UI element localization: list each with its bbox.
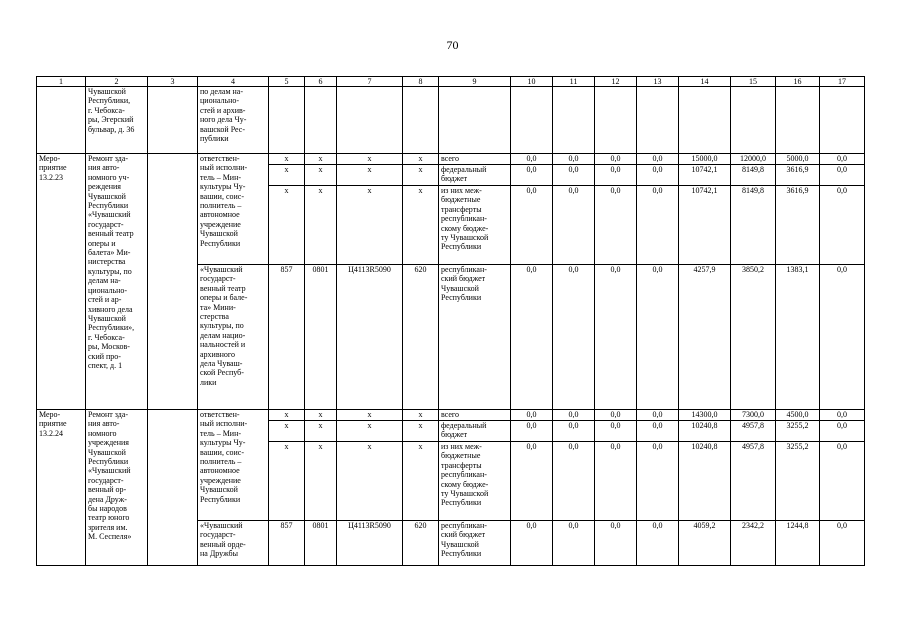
text-line: «Чувашский [200, 265, 243, 274]
text-line: театр юного [88, 513, 130, 523]
text-line: всего [441, 154, 460, 163]
text-line: Республики [441, 242, 482, 252]
text-line: Меро- [39, 154, 61, 163]
column-number-8: 8 [403, 77, 439, 87]
measure-empty-cell [148, 410, 198, 566]
text-line: бульвар, д. 36 [88, 124, 135, 134]
text-line: вашской Рес- [200, 124, 246, 134]
funding-source-cell [439, 521, 511, 566]
amount-cell: 4957,8 [731, 442, 776, 521]
section-code: x [305, 421, 337, 442]
amount-cell: 10240,8 [679, 442, 731, 521]
text-line: полнитель – [200, 201, 242, 211]
text-line: из них меж- [441, 442, 482, 451]
text-line: Республики», [88, 323, 135, 333]
measure-id-cell [37, 154, 86, 410]
amount-cell: 0,0 [553, 154, 595, 165]
amount-cell: 0,0 [553, 186, 595, 265]
text-line: трансферты [441, 204, 482, 214]
text-line: бюджетные [441, 195, 481, 205]
text-line: венный театр [88, 229, 134, 239]
amount-cell: 4257,9 [679, 265, 731, 410]
text-line: ния авто- [88, 163, 120, 173]
text-line: зрителя им. [88, 522, 128, 532]
text-line: циональнo- [88, 285, 128, 295]
text-line: ного дела Чу- [200, 115, 247, 125]
text-line: дела Чуваш- [200, 359, 243, 369]
amount-cell: 5000,0 [776, 154, 820, 165]
funding-source-cell [439, 186, 511, 265]
amount-cell: 0,0 [595, 265, 637, 410]
text-line: скому бюдже- [441, 223, 489, 233]
target-article-code: x [337, 410, 403, 421]
text-line: государст- [88, 219, 124, 229]
text-line: бы народов [88, 504, 127, 514]
text-line: автономное [200, 210, 240, 220]
amount-cell: 0,0 [553, 410, 595, 421]
target-article-code: x [337, 186, 403, 265]
section-code: x [305, 442, 337, 521]
text-line: «Чувашский [88, 466, 131, 476]
text-line: Ремонт зда- [88, 410, 129, 419]
text-line: ской Респуб- [200, 368, 244, 378]
amount-cell: 0,0 [553, 265, 595, 410]
column-number-1: 1 [37, 77, 86, 87]
section-code: x [305, 186, 337, 265]
text-line: автономное [200, 466, 240, 476]
column-number-12: 12 [595, 77, 637, 87]
executor-detail-cell [198, 265, 269, 410]
section-code: x [305, 410, 337, 421]
text-line: «Чувашский [88, 210, 131, 220]
text-line: приятие [39, 419, 67, 429]
amount-cell: 3616,9 [776, 165, 820, 186]
grbs-code: x [269, 442, 305, 521]
continuation-id-cell [37, 87, 86, 154]
text-line: государст- [200, 274, 236, 284]
text-line: стерства [200, 312, 229, 322]
target-article-code: x [337, 421, 403, 442]
amount-cell: 0,0 [595, 521, 637, 566]
amount-cell: 0,0 [511, 442, 553, 521]
amount-cell: 10742,1 [679, 165, 731, 186]
text-line: оперы и бале- [200, 293, 248, 303]
text-line: Меро- [39, 410, 61, 419]
funding-source-cell [439, 265, 511, 410]
amount-cell: 10240,8 [679, 421, 731, 442]
amount-cell: 8149,8 [731, 186, 776, 265]
text-line: реждения [88, 182, 121, 192]
text-line: ционально- [200, 96, 240, 106]
amount-cell: 0,0 [820, 421, 865, 442]
text-line: ответствен- [200, 410, 240, 419]
measure-name-cell [86, 410, 148, 566]
target-article-code: Ц4113R5090 [337, 521, 403, 566]
text-line: архивного [200, 349, 235, 359]
amount-cell: 0,0 [820, 410, 865, 421]
table-row [37, 154, 865, 165]
amount-cell: 4059,2 [679, 521, 731, 566]
continuation-row [37, 87, 865, 154]
column-number-10: 10 [511, 77, 553, 87]
text-line: ответствен- [200, 154, 240, 163]
text-line: ту Чувашской [441, 233, 489, 243]
text-line: государст- [88, 475, 124, 485]
text-line: стей и ар- [88, 295, 122, 305]
text-line: ский про- [88, 351, 121, 361]
text-line: стей и архив- [200, 105, 246, 115]
grbs-code: x [269, 165, 305, 186]
amount-cell: 3255,2 [776, 442, 820, 521]
expense-type-code: x [403, 165, 439, 186]
text-line: вашии, соис- [200, 191, 244, 201]
funding-source-cell [439, 154, 511, 165]
text-line: венный ор- [88, 485, 127, 495]
text-line: на Дружбы [200, 549, 238, 559]
text-line: делам нацио- [200, 330, 246, 340]
text-line: 13.2.24 [39, 428, 63, 438]
amount-cell: 0,0 [511, 154, 553, 165]
table-row [37, 410, 865, 421]
column-number-9: 9 [439, 77, 511, 87]
text-line: учреждение [200, 219, 241, 229]
measure-id-cell [37, 410, 86, 566]
text-line: федеральный [441, 421, 487, 430]
section-code: 0801 [305, 521, 337, 566]
amount-cell: 0,0 [637, 186, 679, 265]
text-line: ния авто- [88, 419, 120, 429]
executor-cell [198, 154, 269, 265]
amount-cell: 0,0 [595, 165, 637, 186]
section-code: 0801 [305, 265, 337, 410]
text-line: Республики [200, 494, 241, 504]
text-line: тель – Мин- [200, 172, 242, 182]
text-line: тель – Мин- [200, 428, 242, 438]
amount-cell: 0,0 [595, 421, 637, 442]
text-line: лики [200, 377, 217, 387]
text-line: ский бюджет [441, 274, 486, 284]
expense-type-code: 620 [403, 521, 439, 566]
amount-cell: 0,0 [595, 410, 637, 421]
amount-cell: 0,0 [637, 421, 679, 442]
grbs-code: x [269, 154, 305, 165]
measure-name-cell [86, 154, 148, 410]
text-line: г. Чебокса- [88, 105, 125, 115]
text-line: федеральный [441, 165, 487, 174]
amount-cell: 0,0 [637, 410, 679, 421]
text-line: всего [441, 410, 460, 419]
text-line: республикан- [441, 521, 487, 530]
amount-cell: 0,0 [820, 521, 865, 566]
text-line: Республики [88, 201, 129, 211]
amount-cell: 1244,8 [776, 521, 820, 566]
amount-cell: 1383,1 [776, 265, 820, 410]
text-line: по делам на- [200, 87, 244, 96]
text-line: ры, Эгерский [88, 115, 134, 125]
text-line: культуры Чу- [200, 182, 246, 192]
text-line: ский бюджет [441, 530, 486, 540]
text-line: культуры, по [200, 321, 244, 331]
text-line: г. Чебокса- [88, 332, 125, 342]
text-line: приятие [39, 163, 67, 173]
text-line: оперы и [88, 238, 116, 248]
amount-cell: 0,0 [511, 421, 553, 442]
text-line: М. Сеспеля» [88, 532, 132, 542]
column-number-row [37, 77, 865, 87]
text-line: республикан- [441, 470, 487, 480]
amount-cell: 0,0 [637, 154, 679, 165]
text-line: номного уч- [88, 172, 130, 182]
text-line: Чувашской [200, 485, 238, 495]
amount-cell: 4500,0 [776, 410, 820, 421]
expense-type-code: x [403, 154, 439, 165]
text-line: ры, Москов- [88, 342, 130, 352]
grbs-code: 857 [269, 521, 305, 566]
target-article-code: x [337, 442, 403, 521]
amount-cell: 14300,0 [679, 410, 731, 421]
text-line: ный исполни- [200, 163, 248, 173]
text-line: бюджет [441, 174, 468, 184]
text-line: та» Мини- [200, 302, 236, 312]
column-number-16: 16 [776, 77, 820, 87]
text-line: учреждения [88, 438, 129, 448]
text-line: спект, д. 1 [88, 360, 123, 370]
text-line: культуры, по [88, 266, 132, 276]
column-number-4: 4 [198, 77, 269, 87]
column-number-14: 14 [679, 77, 731, 87]
text-line: дена Друж- [88, 494, 127, 504]
amount-cell: 0,0 [511, 410, 553, 421]
grbs-code: x [269, 410, 305, 421]
text-line: Чувашской [88, 313, 126, 323]
amount-cell: 3616,9 [776, 186, 820, 265]
text-line: 13.2.23 [39, 172, 63, 182]
text-line: полнитель – [200, 457, 242, 467]
text-line: из них меж- [441, 186, 482, 195]
text-line: государст- [200, 530, 236, 540]
expense-type-code: x [403, 421, 439, 442]
text-line: трансферты [441, 460, 482, 470]
continuation-empty-cell [148, 87, 198, 154]
text-line: бюджет [441, 430, 468, 440]
amount-cell: 0,0 [553, 421, 595, 442]
amount-cell: 0,0 [637, 442, 679, 521]
column-number-17: 17 [820, 77, 865, 87]
text-line: Республики [200, 238, 241, 248]
column-number-5: 5 [269, 77, 305, 87]
text-line: венный театр [200, 283, 246, 293]
amount-cell: 10742,1 [679, 186, 731, 265]
target-article-code: x [337, 165, 403, 186]
column-number-3: 3 [148, 77, 198, 87]
text-line: учреждение [200, 475, 241, 485]
grbs-code: 857 [269, 265, 305, 410]
text-line: Чувашской [88, 87, 126, 96]
text-line: венный орде- [200, 539, 246, 549]
text-line: нальностей и [200, 340, 246, 350]
amount-cell: 0,0 [595, 186, 637, 265]
amount-cell: 0,0 [637, 165, 679, 186]
amount-cell: 3255,2 [776, 421, 820, 442]
text-line: публики [200, 134, 229, 144]
text-line: республикан- [441, 214, 487, 224]
text-line: ту Чувашской [441, 489, 489, 499]
amount-cell: 7300,0 [731, 410, 776, 421]
amount-cell: 0,0 [553, 165, 595, 186]
target-article-code: x [337, 154, 403, 165]
column-number-11: 11 [553, 77, 595, 87]
amount-cell: 2342,2 [731, 521, 776, 566]
text-line: Республики [441, 498, 482, 508]
expense-type-code: x [403, 442, 439, 521]
amount-cell: 8149,8 [731, 165, 776, 186]
text-line: Республики [441, 549, 482, 559]
expense-type-code: x [403, 186, 439, 265]
section-code: x [305, 165, 337, 186]
text-line: «Чувашский [200, 521, 243, 530]
text-line: Республики [88, 457, 129, 467]
amount-cell: 0,0 [511, 265, 553, 410]
continuation-executor-cell [198, 87, 269, 154]
text-line: Чувашской [88, 191, 126, 201]
expense-type-code: 620 [403, 265, 439, 410]
amount-cell: 0,0 [595, 154, 637, 165]
funding-source-cell [439, 410, 511, 421]
amount-cell: 0,0 [637, 265, 679, 410]
column-number-2: 2 [86, 77, 148, 87]
amount-cell: 0,0 [511, 186, 553, 265]
amount-cell: 12000,0 [731, 154, 776, 165]
section-code: x [305, 154, 337, 165]
target-article-code: Ц4113R5090 [337, 265, 403, 410]
text-line: нистерства [88, 257, 126, 267]
executor-cell [198, 410, 269, 521]
column-number-7: 7 [337, 77, 403, 87]
text-line: Чувашской [200, 229, 238, 239]
column-number-6: 6 [305, 77, 337, 87]
text-line: делам на- [88, 276, 121, 286]
amount-cell: 15000,0 [679, 154, 731, 165]
text-line: Республики, [88, 96, 131, 106]
funding-source-cell [439, 421, 511, 442]
amount-cell: 0,0 [637, 521, 679, 566]
amount-cell: 0,0 [820, 442, 865, 521]
text-line: Ремонт зда- [88, 154, 129, 163]
measure-empty-cell [148, 154, 198, 410]
amount-cell: 0,0 [553, 442, 595, 521]
text-line: номного [88, 428, 117, 438]
amount-cell: 0,0 [595, 442, 637, 521]
text-line: вашии, соис- [200, 447, 244, 457]
text-line: Чувашской [441, 539, 479, 549]
grbs-code: x [269, 186, 305, 265]
grbs-code: x [269, 421, 305, 442]
amount-cell: 0,0 [820, 265, 865, 410]
expense-type-code: x [403, 410, 439, 421]
program-table [36, 76, 865, 566]
text-line: культуры Чу- [200, 438, 246, 448]
text-line: бюджетные [441, 451, 481, 461]
column-number-13: 13 [637, 77, 679, 87]
text-line: балета» Ми- [88, 248, 131, 258]
funding-source-cell [439, 442, 511, 521]
text-line: скому бюдже- [441, 479, 489, 489]
amount-cell: 0,0 [511, 165, 553, 186]
executor-detail-cell [198, 521, 269, 566]
amount-cell: 0,0 [553, 521, 595, 566]
page-number: 70 [446, 38, 459, 52]
amount-cell: 0,0 [511, 521, 553, 566]
amount-cell: 4957,8 [731, 421, 776, 442]
text-line: Республики [441, 293, 482, 303]
amount-cell: 0,0 [820, 154, 865, 165]
continuation-name-cell [86, 87, 148, 154]
text-line: хивного дела [88, 304, 133, 314]
column-number-15: 15 [731, 77, 776, 87]
text-line: ный исполни- [200, 419, 248, 429]
amount-cell: 3850,2 [731, 265, 776, 410]
funding-source-cell [439, 165, 511, 186]
text-line: республикан- [441, 265, 487, 274]
text-line: Чувашской [441, 283, 479, 293]
text-line: Чувашской [88, 447, 126, 457]
amount-cell: 0,0 [820, 165, 865, 186]
amount-cell: 0,0 [820, 186, 865, 265]
